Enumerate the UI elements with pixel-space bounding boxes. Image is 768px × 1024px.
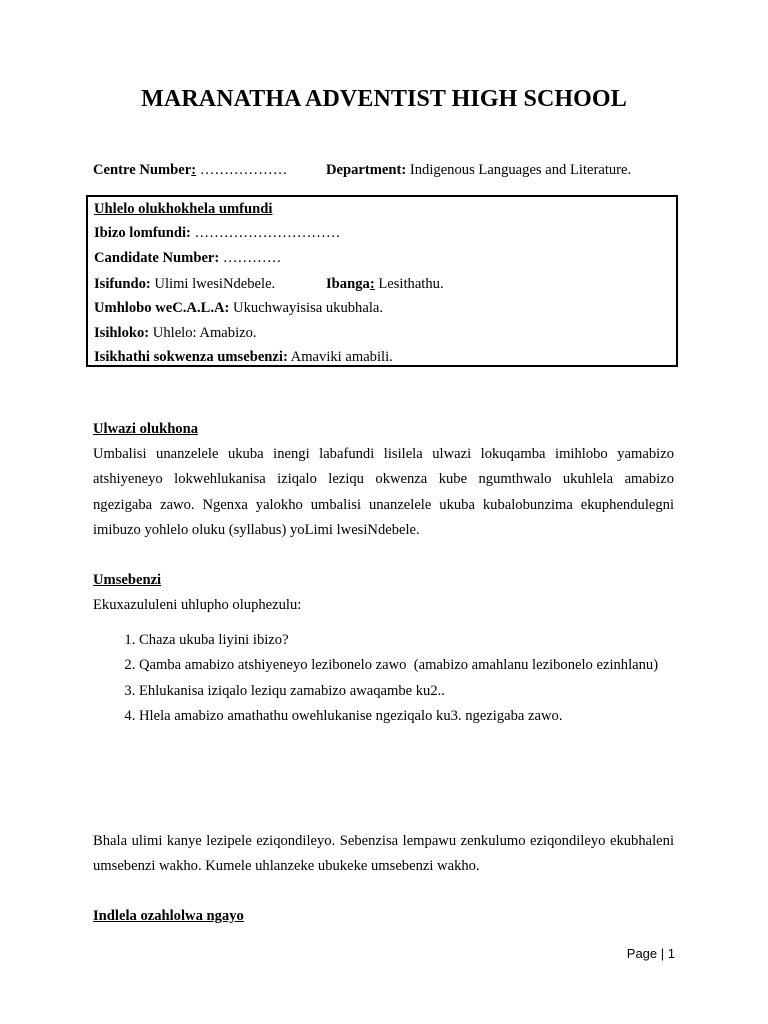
centre-number-value: ……………… [196,162,288,178]
page-label: Page [626,946,658,961]
subject-label: Isifundo: [94,276,151,292]
student-name-value: ………………………… [190,225,341,241]
centre-number-line [93,158,287,183]
task-list [93,628,674,729]
school-title: MARANATHA ADVENTIST HIGH SCHOOL [141,86,627,112]
background-heading: Ulwazi olukhona [93,421,199,437]
department-line [326,158,631,183]
task-item: 1. Chaza ukuba liyini ibizo? [139,628,674,653]
grade-label: Ibanga [326,276,370,292]
student-info-box [86,195,678,367]
grade-value: Lesithathu. [374,276,444,292]
task-item: 4. Hlela amabizo amathathu owehlukanise ngeziqalo ku3. ngezigaba zawo. [139,704,674,729]
time-row [94,345,393,370]
student-name-label: Ibizo lomfundi: [94,225,191,241]
page-separator: | [657,946,668,961]
task-item: 3. Ehlukanisa iziqalo leziqu zamabizo awaqambe ku2.. [139,679,674,704]
subject-row [94,272,275,297]
cala-value: Ukuchwayisisa ukubhala. [229,300,384,316]
subject-value: Ulimi lwesiNdebele. [150,276,276,292]
cala-label: Umhlobo weC.A.L.A: [94,300,230,316]
student-name-row [94,221,341,246]
task-intro: Ekuxazululeni uhlupho oluphezulu: [93,597,302,613]
task-item: 2. Qamba amabizo atshiyeneyo lezibonelo zawo (amabizo amahlanu lezibonelo ezinhlanu) [139,653,674,678]
candidate-number-label: Candidate Number: [94,250,220,266]
assessment-heading: Indlela ozahlolwa ngayo [93,908,244,924]
time-label: Isikhathi sokwenza umsebenzi: [94,349,288,365]
background-paragraph: Umbalisi unanzelele ukuba inengi labafundi lisilela ulwazi lokuqamba imihlobo yamabizo atshiyeneyo lokwehlukanisa iziqalo leziqu okwenza kube ngumthwalo ukuhlela amabizo ngezigaba zawo. Ngenxa yalokho umbalisi unanzelele ukuba kubalobunzima ekuphendulegni imibuzo yohlelo oluku (syllabus) yoLimi lwesiNdebele. [93,446,674,538]
task-heading: Umsebenzi [93,572,162,588]
centre-number-colon: : [191,162,197,178]
cala-row [94,296,383,321]
department-label: Department: [326,162,407,178]
topic-row [94,321,257,346]
topic-value: Uhlelo: Amabizo. [149,325,257,341]
grade-row [326,272,444,297]
candidate-number-value: ………… [219,250,282,266]
page-number: 1 [667,946,675,961]
page-footer [627,946,675,961]
instructions-paragraph: Bhala ulimi kanye lezipele eziqondileyo. Sebenzisa lempawu zenkulumo eziqondileyo ekubhaleni umsebenzi wakho. Kumele uhlanzeke ubukeke umsebenzi wakho. [93,833,674,875]
department-value: Indigenous Languages and Literature. [406,162,632,178]
topic-label: Isihloko: [94,325,150,341]
grade-colon: : [369,276,375,292]
candidate-number-row [94,246,281,271]
centre-number-label: Centre Number [93,162,192,178]
time-value: Amaviki amabili. [287,349,393,365]
info-box-heading: Uhlelo olukhokhela umfundi [94,201,273,217]
